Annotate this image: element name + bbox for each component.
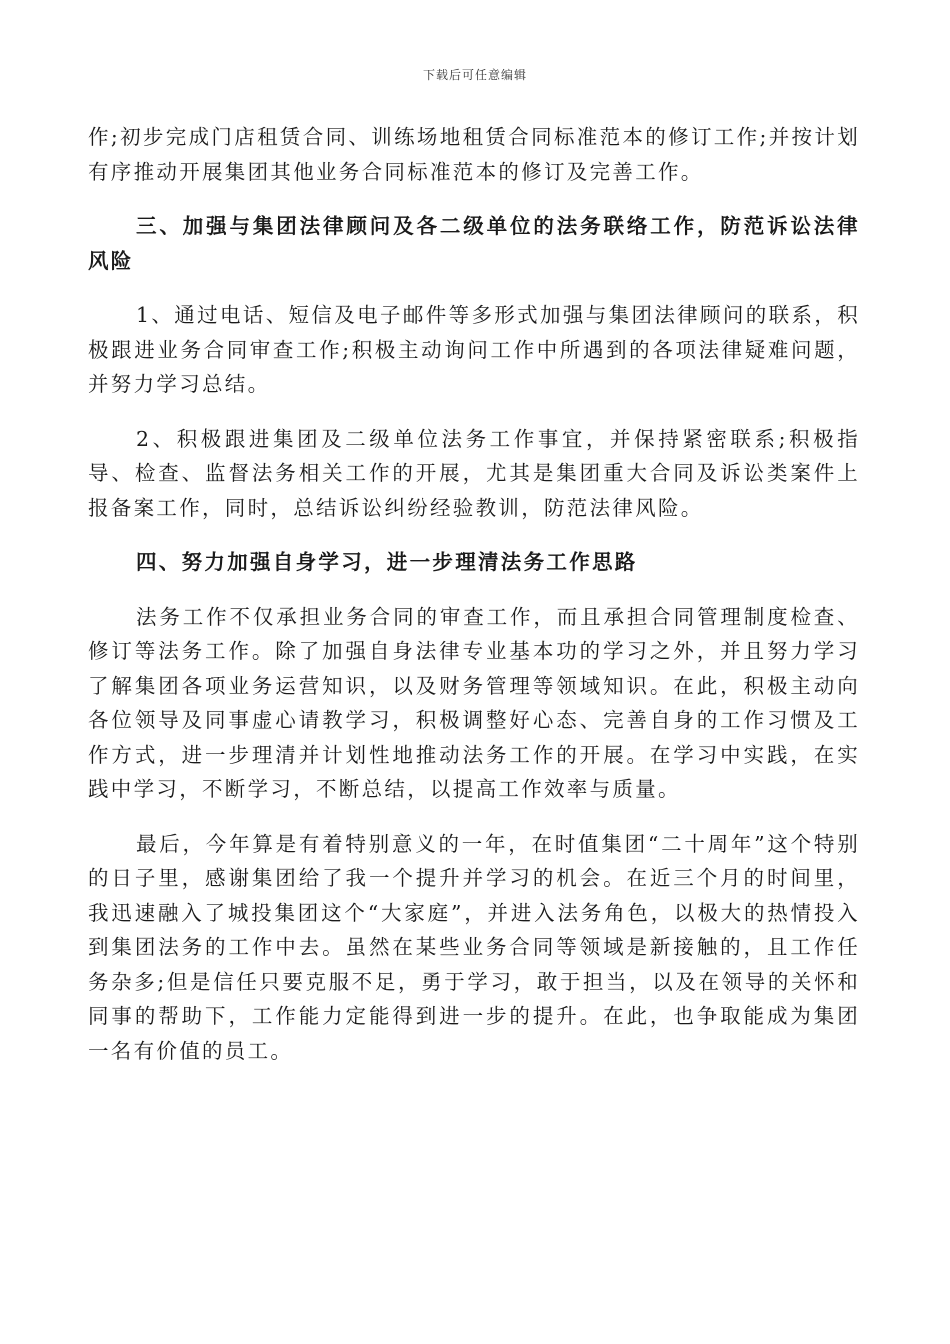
header-note: 下载后可任意编辑 <box>422 68 527 82</box>
list-item-2: 2、积极跟进集团及二级单位法务工作事宜，并保持紧密联系;积极指导、检查、监督法务相关工作的开展，尤其是集团重大合同及诉讼类案件上报备案工作，同时，总结诉讼纠纷经验教训，防范法律风险。 <box>88 426 860 520</box>
document-body <box>88 120 860 1068</box>
paragraph-continued: 作;初步完成门店租赁合同、训练场地租赁合同标准范本的修订工作;并按计划有序推动开展集团其他业务合同标准范本的修订及完善工作。 <box>88 125 860 184</box>
section-heading-4: 四、努力加强自身学习，进一步理清法务工作思路 <box>136 550 638 574</box>
paragraph-study: 法务工作不仅承担业务合同的审查工作，而且承担合同管理制度检查、修订等法务工作。除了加强自身法律专业基本功的学习之外，并且努力学习了解集团各项业务运营知识，以及财务管理等领域知识。在此，积极主动向各位领导及同事虚心请教学习，积极调整好心态、完善自身的工作习惯及工作方式，进一步理清并计划性地推动法务工作的开展。在学习中实践，在实践中学习，不断学习，不断总结，以提高工作效率与质量。 <box>88 604 860 801</box>
section-heading-3: 三、加强与集团法律顾问及各二级单位的法务联络工作，防范诉讼法律风险 <box>88 214 860 273</box>
paragraph-final: 最后，今年算是有着特别意义的一年，在时值集团“二十周年”这个特别的日子里，感谢集团给了我一个提升并学习的机会。在近三个月的时间里，我迅速融入了城投集团这个“大家庭”，并进入法务角色，以极大的热情投入到集团法务的工作中去。虽然在某些业务合同等领域是新接触的，且工作任务杂多;但是信任只要克服不足，勇于学习，敢于担当，以及在领导的关怀和同事的帮助下，工作能力定能得到进一步的提升。在此，也争取能成为集团一名有价值的员工。 <box>88 831 860 1063</box>
list-item-1: 1、通过电话、短信及电子邮件等多形式加强与集团法律顾问的联系，积极跟进业务合同审查工作;积极主动询问工作中所遇到的各项法律疑难问题，并努力学习总结。 <box>88 303 860 396</box>
